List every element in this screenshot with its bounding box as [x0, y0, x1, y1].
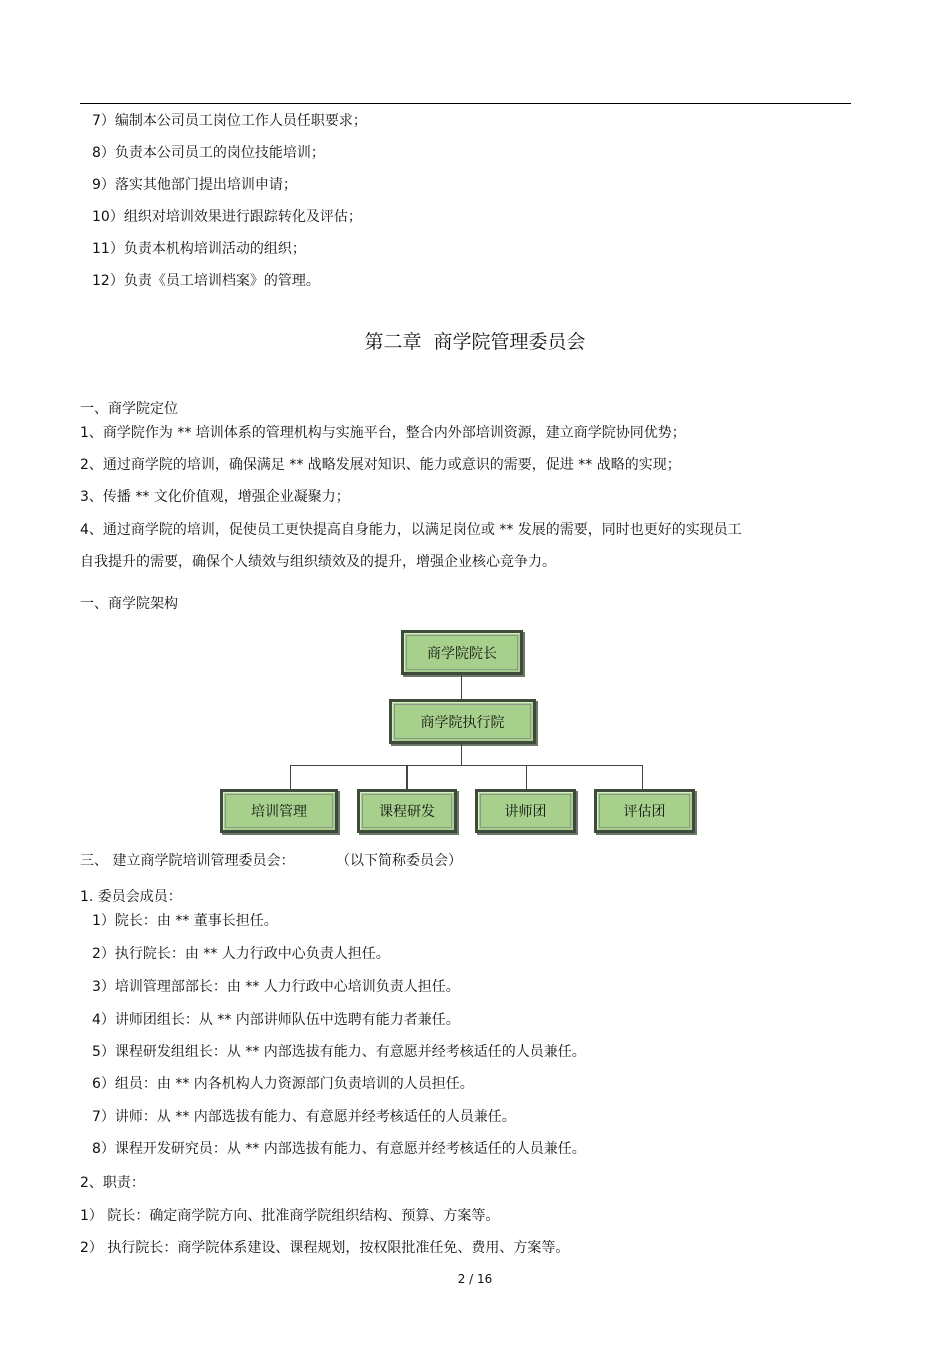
org-connector: [461, 744, 462, 766]
list-item: 6）组员：由 ** 内各机构人力资源部门负责培训的人员担任。: [92, 1076, 474, 1092]
list-item: 2）执行院长：由 ** 人力行政中心负责人担任。: [92, 946, 390, 962]
list-item: 10）组织对培训效果进行跟踪转化及评估；: [92, 209, 362, 225]
org-connector: [290, 765, 291, 789]
list-item: 1） 院长：确定商学院方向、批准商学院组织结构、预算、方案等。: [80, 1208, 500, 1224]
list-item: 7）讲师：从 ** 内部选拔有能力、有意愿并经考核适任的人员兼任。: [92, 1109, 516, 1125]
section-heading: 一、商学院架构: [80, 596, 178, 612]
header-rule: [80, 103, 851, 104]
list-item: 7）编制本公司员工岗位工作人员任职要求；: [92, 113, 367, 129]
list-item: 11）负责本机构培训活动的组织；: [92, 241, 306, 257]
subsection-title: 2、职责：: [80, 1175, 145, 1191]
subsection-title: 1. 委员会成员：: [80, 889, 182, 905]
org-node-course: 课程研发: [357, 789, 457, 833]
org-node-president: 商学院院长: [401, 630, 523, 675]
list-item: 8）负责本公司员工的岗位技能培训；: [92, 145, 325, 161]
list-item: 8）课程开发研究员：从 ** 内部选拔有能力、有意愿并经考核适任的人员兼任。: [92, 1141, 586, 1157]
section-heading: 一、商学院定位: [80, 401, 178, 417]
org-connector: [642, 765, 643, 789]
paragraph: 2、通过商学院的培训，确保满足 ** 战略发展对知识、能力或意识的需要，促进 ** 战略的实现；: [80, 457, 681, 473]
list-item: 12）负责《员工培训档案》的管理。: [92, 273, 320, 289]
org-node-lecturers: 讲师团: [475, 789, 576, 833]
org-connector: [526, 765, 527, 789]
page-number: 2 / 16: [457, 1272, 493, 1286]
list-item: 3）培训管理部部长：由 ** 人力行政中心培训负责人担任。: [92, 979, 460, 995]
list-item: 9）落实其他部门提出培训申请；: [92, 177, 297, 193]
list-item: 4）讲师团组长：从 ** 内部讲师队伍中选聘有能力者兼任。: [92, 1012, 460, 1028]
chapter-title: [0, 330, 950, 354]
chapter-name: 商学院管理委员会: [433, 331, 586, 353]
paragraph: 3、传播 ** 文化价值观，增强企业凝聚力；: [80, 489, 350, 505]
list-item: 5）课程研发组组长：从 ** 内部选拔有能力、有意愿并经考核适任的人员兼任。: [92, 1044, 586, 1060]
section-note: （以下简称委员会）: [336, 853, 462, 869]
org-connector: [461, 675, 462, 699]
org-node-training: 培训管理: [220, 789, 338, 833]
org-connector: [290, 765, 643, 766]
paragraph: 1、商学院作为 ** 培训体系的管理机构与实施平台，整合内外部培训资源，建立商学院协同优势；: [80, 425, 686, 441]
org-node-evaluation: 评估团: [594, 789, 695, 833]
org-connector: [406, 765, 408, 789]
list-item: 1）院长：由 ** 董事长担任。: [92, 913, 278, 929]
section-heading: 三、 建立商学院培训管理委员会：: [80, 853, 295, 869]
org-node-executive: 商学院执行院: [389, 699, 536, 744]
list-item: 2） 执行院长：商学院体系建设、课程规划，按权限批准任免、费用、方案等。: [80, 1240, 570, 1256]
paragraph: 自我提升的需要，确保个人绩效与组织绩效及的提升，增强企业核心竞争力。: [80, 554, 556, 570]
chapter-number: 第二章: [364, 331, 422, 353]
paragraph: 4、通过商学院的培训，促使员工更快提高自身能力，以满足岗位或 ** 发展的需要，同时也更好的实现员工: [80, 522, 742, 538]
